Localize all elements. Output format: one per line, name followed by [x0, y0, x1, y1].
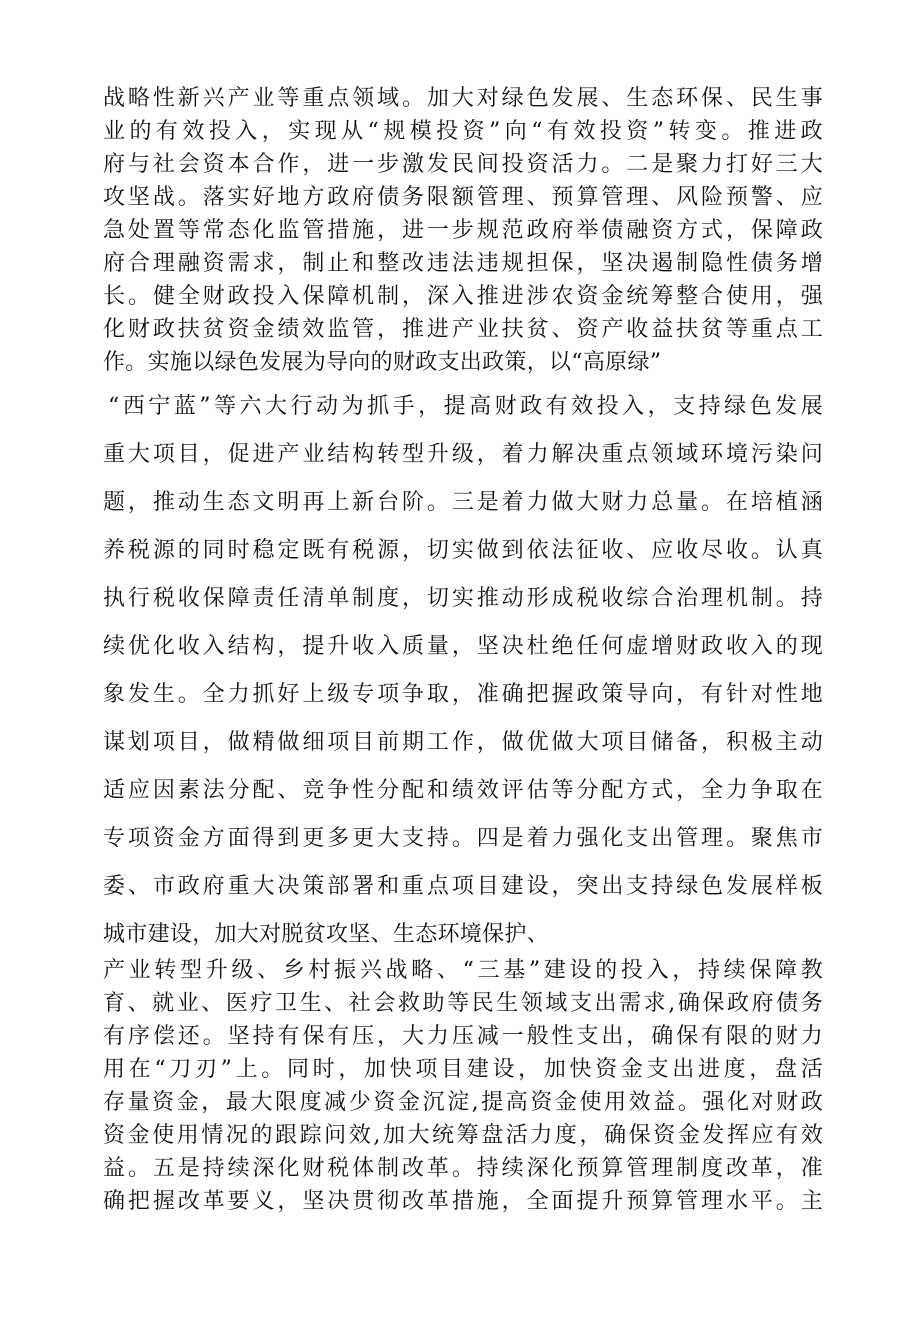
text-line: 府与社会资本合作，进一步激发民间投资活力。二是聚力打好三大	[103, 152, 823, 177]
text-line: 化财政扶贫资金绩效监管，推进产业扶贫、资产收益扶贫等重点工	[103, 317, 823, 342]
text-line: 资金使用情况的跟踪问效,加大统筹盘活力度，确保资金发挥应有效	[103, 1123, 823, 1148]
text-line: 育、就业、医疗卫生、社会救助等民生领域支出需求,确保政府债务	[103, 991, 823, 1016]
text-line: “西宁蓝”等六大行动为抓手，提高财政有效投入，支持绿色发展	[108, 394, 823, 419]
text-line: 委、市政府重大决策部署和重点项目建设，突出支持绿色发展样板	[103, 874, 823, 899]
text-line: 象发生。全力抓好上级专项争取，准确把握政策导向，有针对性地	[103, 682, 823, 707]
text-line: 城市建设，加大对脱贫攻坚、生态环境保护、	[103, 922, 550, 947]
text-line: 专项资金方面得到更多更大支持。四是着力强化支出管理。聚焦市	[103, 826, 823, 851]
text-line: 执行税收保障责任清单制度，切实推动形成税收综合治理机制。持	[103, 586, 823, 611]
text-line: 产业转型升级、乡村振兴战略、“三基”建设的投入，持续保障教	[103, 958, 823, 983]
text-line: 存量资金，最大限度减少资金沉淀,提高资金使用效益。强化对财政	[103, 1090, 823, 1115]
text-line: 确把握改革要义，坚决贯彻改革措施，全面提升预算管理水平。主	[103, 1189, 823, 1214]
text-line: 作。实施以绿色发展为导向的财政支出政策，以“高原绿”	[103, 350, 662, 375]
text-line: 长。健全财政投入保障机制，深入推进涉农资金统筹整合使用，强	[103, 284, 823, 309]
text-line: 适应因素法分配、竞争性分配和绩效评估等分配方式，全力争取在	[103, 778, 823, 803]
text-line: 战略性新兴产业等重点领域。加大对绿色发展、生态环保、民生事	[103, 86, 823, 111]
text-line: 急处置等常态化监管措施，进一步规范政府举债融资方式，保障政	[103, 218, 823, 243]
text-line: 业的有效投入，实现从“规模投资”向“有效投资”转变。推进政	[103, 119, 823, 144]
text-line: 用在“刀刃”上。同时，加快项目建设，加快资金支出进度，盘活	[103, 1057, 823, 1082]
text-line: 谋划项目，做精做细项目前期工作，做优做大项目储备，积极主动	[103, 730, 823, 755]
text-line: 养税源的同时稳定既有税源，切实做到依法征收、应收尽收。认真	[103, 538, 823, 563]
text-line: 益。五是持续深化财税体制改革。持续深化预算管理制度改革，准	[103, 1156, 823, 1181]
text-line: 有序偿还。坚持有保有压，大力压减一般性支出，确保有限的财力	[103, 1024, 823, 1049]
text-line: 府合理融资需求，制止和整改违法违规担保，坚决遏制隐性债务增	[103, 251, 823, 276]
text-line: 攻坚战。落实好地方政府债务限额管理、预算管理、风险预警、应	[103, 185, 823, 210]
text-line: 题，推动生态文明再上新台阶。三是着力做大财力总量。在培植涵	[103, 490, 823, 515]
text-line: 续优化收入结构，提升收入质量，坚决杜绝任何虚增财政收入的现	[103, 634, 823, 659]
text-line: 重大项目，促进产业结构转型升级，着力解决重点领域环境污染问	[103, 442, 823, 467]
